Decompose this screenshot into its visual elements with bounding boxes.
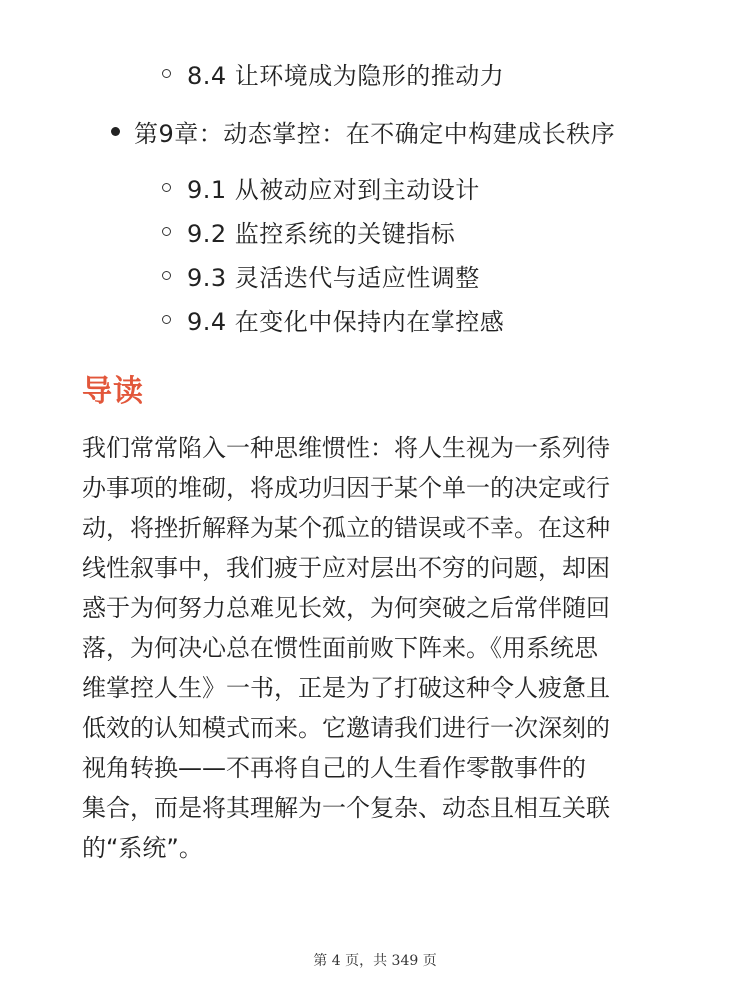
paragraph-line: 视角转换——不再将自己的人生看作零散事件的: [82, 754, 586, 782]
paragraph-line: 低效的认知模式而来。它邀请我们进行一次深刻的: [82, 714, 610, 742]
toc-item-label: 9.4 在变化中保持内在掌控感: [187, 308, 505, 336]
hollow-bullet-icon: [162, 227, 171, 236]
paragraph-line: 落，为何决心总在惯性面前败下阵来。《用系统思: [82, 634, 598, 662]
toc-item-label: 8.4 让环境成为隐形的推动力: [187, 62, 505, 90]
paragraph-line: 的“系统”。: [82, 834, 203, 862]
toc-item-9-4[interactable]: [162, 302, 504, 337]
section-heading: 导读: [82, 374, 144, 409]
toc-item-8-4[interactable]: [162, 56, 504, 91]
page-number-footer: 第 4 页，共 349 页: [313, 953, 437, 969]
paragraph-line: 集合，而是将其理解为一个复杂、动态且相互关联: [82, 794, 610, 822]
toc-chapter-9[interactable]: [111, 114, 615, 149]
paragraph-line: 动，将挫折解释为某个孤立的错误或不幸。在这种: [82, 514, 610, 542]
solid-bullet-icon: [111, 127, 120, 136]
paragraph-line: 惑于为何努力总难见长效，为何突破之后常伴随回: [82, 594, 610, 622]
toc-item-9-2[interactable]: [162, 214, 455, 249]
paragraph-line: 我们常常陷入一种思维惯性：将人生视为一系列待: [82, 434, 610, 462]
hollow-bullet-icon: [162, 69, 171, 78]
paragraph-line: 线性叙事中，我们疲于应对层出不穷的问题，却困: [82, 554, 610, 582]
toc-item-9-1[interactable]: [162, 170, 480, 205]
toc-item-label: 9.3 灵活迭代与适应性调整: [187, 264, 480, 292]
paragraph-line: 维掌控人生》一书，正是为了打破这种令人疲惫且: [82, 674, 610, 702]
toc-item-9-3[interactable]: [162, 258, 480, 293]
hollow-bullet-icon: [162, 183, 171, 192]
paragraph-line: 办事项的堆砌，将成功归因于某个单一的决定或行: [82, 474, 610, 502]
toc-item-label: 9.2 监控系统的关键指标: [187, 220, 456, 248]
intro-paragraph: [82, 428, 672, 868]
hollow-bullet-icon: [162, 271, 171, 280]
toc-chapter-label: 第9章：动态掌控：在不确定中构建成长秩序: [134, 120, 616, 148]
hollow-bullet-icon: [162, 315, 171, 324]
toc-item-label: 9.1 从被动应对到主动设计: [187, 176, 480, 204]
